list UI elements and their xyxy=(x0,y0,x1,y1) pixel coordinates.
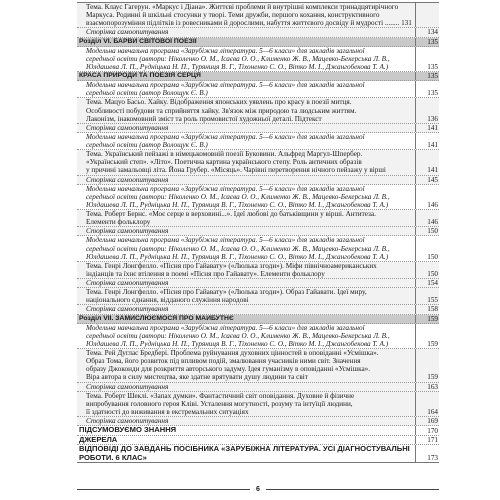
toc-page-number: 173 xyxy=(427,454,438,463)
toc-line: Образ Тома, його розвиток під впливом подій, змалювання учасників ними світ. Значення xyxy=(86,357,361,366)
toc-line: Особливості побудови та сприйняття хайку. Зв'язок між природою та людським життям. xyxy=(86,106,357,115)
toc-line: Розділ VII. ЗАМИСЛЮЄМОСЯ ПРО МАЙБУТНЄ xyxy=(79,314,234,322)
toc-page-number: 159 xyxy=(427,373,438,382)
toc-entry-row xyxy=(77,81,439,98)
toc-entry-text xyxy=(77,288,416,304)
toc-line: Тема. Роберт Бернс. «Моє серце в верховині...». Ідеї любові до батьківщини у вірші. Антитеза. xyxy=(86,210,376,218)
toc-line: індіанців та їхнє втілення в поемі «Пісня про Гайавату». Елементи фольклору xyxy=(86,269,325,278)
toc-entry-text xyxy=(77,124,416,132)
toc-entry-row xyxy=(77,28,439,37)
toc-entry-row xyxy=(77,3,439,28)
toc-entry-text xyxy=(77,185,416,209)
toc-line: Лаконізм, інакомовний зміст та роль промовистої художньої деталі. Підтекст xyxy=(86,114,322,123)
toc-line: Тема. Рей Дуглас Бредбері. Проблема руйнування духовних цінностей в оповіданні «Усмішка». xyxy=(86,349,379,357)
toc-page-number: 170 xyxy=(427,426,438,435)
toc-entry-row xyxy=(77,227,439,236)
table-of-contents xyxy=(77,2,439,463)
toc-entry-row xyxy=(77,279,439,288)
toc-page-number: 141 xyxy=(427,166,438,175)
toc-line: ВІДПОВІДІ ДО ЗАВДАНЬ ПОСІБНИКА «ЗАРУБІЖНА ЛІТЕРАТУРА. УСІ ДІАГНОСТУВАЛЬНІ xyxy=(79,445,410,454)
toc-line: Маркуса. Родинні й шкільні стосунки у творі. Теми дружби, першого кохання, конструктивного xyxy=(86,11,380,20)
page-footer xyxy=(77,486,439,494)
toc-page-number: 158 xyxy=(427,305,438,314)
toc-line: Сторінка самоопитування xyxy=(86,227,169,236)
toc-line: Тема. Мацуо Басьо. Хайку. Відображення японських уявлень про красу в поезії митця. xyxy=(86,98,352,107)
toc-page-number: 141 xyxy=(427,141,438,149)
toc-line: Тема. Генрі Лонгфелло. «Пісня про Гайавату» («Люлька згоди»). Міфи північноамериканських xyxy=(86,261,377,270)
toc-entry-row xyxy=(77,383,439,392)
toc-entry-row xyxy=(77,392,439,417)
toc-line: Юлдашева Л. П., Рудніцька Н. П., Туряниця В. Г., Тіхоненко С. О., Вітко М. І., Джангобекова Т. А.) xyxy=(86,200,389,209)
toc-line: Модельна навчальна програма «Зарубіжна література. 5—6 класи» для закладів загальної xyxy=(86,236,365,245)
toc-entry-text xyxy=(77,98,416,122)
toc-line: КРАСА ПРИРОДИ ТА ПОЕЗІЯ СЕРЦЯ xyxy=(79,72,201,79)
toc-section-row xyxy=(77,72,439,81)
toc-line: Сторінка самоопитування xyxy=(86,123,169,132)
toc-entry-row xyxy=(77,324,439,349)
toc-entry-text xyxy=(77,81,416,97)
toc-line: випробування головного героя Клівi. Усталення могутності, розуму та інтуїції людини, xyxy=(86,399,353,408)
toc-entry-text xyxy=(77,262,416,278)
toc-entry-text xyxy=(77,38,416,46)
toc-line: Сторінка самоопитування xyxy=(86,175,169,184)
toc-entry-text xyxy=(77,349,416,382)
toc-page-number xyxy=(416,3,439,27)
toc-heading-row xyxy=(77,436,439,446)
toc-entry-text xyxy=(77,279,416,287)
toc-line: національного єднання, відданого служіння народові xyxy=(86,296,249,305)
toc-line: РОБОТИ. 6 КЛАС» xyxy=(79,452,147,462)
toc-line: Модельна навчальна програма «Зарубіжна література. 5—6 класи» для закладів загальної xyxy=(86,132,365,141)
toc-page-number: 171 xyxy=(427,436,438,445)
toc-page-number: 135 xyxy=(427,89,438,98)
toc-entry-text xyxy=(77,436,416,445)
toc-entry-text xyxy=(77,324,416,348)
toc-page-number: 150 xyxy=(427,252,438,261)
toc-line: Юлдашева Л. П., Рудніцька Н. П., Туряниця В. Г., Тіхоненко С. О., Вітко М. І., Джангобекова Т. А.) xyxy=(86,62,389,71)
toc-line: у причині замальовці літа. Йона Грубер. «Місяць». Чарівні перетворення нічного пейзажу у вірші xyxy=(86,166,386,175)
toc-entry-row xyxy=(77,210,439,227)
footer-rule-left xyxy=(77,489,250,490)
toc-line: Юлдашева Л. П., Рудніцька Н. П., Туряниця В. Г., Тіхоненко С. О., Вітко М. І., Джангобекова Т. А.) xyxy=(86,252,389,261)
toc-page-number: 134 xyxy=(427,28,438,37)
toc-page-number: 159 xyxy=(427,314,438,323)
toc-entry-row xyxy=(77,288,439,305)
toc-line: Віра автора в силу мистецтва, яке здатне врятувати душу людини та світ xyxy=(86,373,308,382)
toc-line: Сторінка самоопитування xyxy=(86,305,169,314)
toc-entry-text xyxy=(77,72,416,80)
toc-line: середньої освіти (автори: Ніколенко О. М., Ісаєва О. О., Клименко Ж. В., Мацевко-Бекерська Л. В., xyxy=(86,54,390,63)
toc-line: Модельна навчальна програма «Зарубіжна література. 5—6 класи» для закладів загальної xyxy=(86,323,365,332)
toc-line: Сторінка самоопитування xyxy=(86,417,169,425)
toc-line: Сторінка самоопитування xyxy=(86,279,169,287)
toc-page-number: 136 xyxy=(427,114,438,123)
toc-entry-row xyxy=(77,185,439,210)
toc-line: Тема. Генрі Лонгфелло. «Пісня про Гайавату» («Люлька згоди»). Образ Гайавати. Ідеї миру, xyxy=(86,288,367,297)
toc-page-number: 163 xyxy=(427,382,438,391)
toc-line: середньої освіти (автори: Ніколенко О. М., Ісаєва О. О., Клименко Ж. В., Мацевко-Бекерська Л. В., xyxy=(86,192,390,201)
toc-entry-text xyxy=(77,383,416,391)
toc-line: Тема. Клаус Гагерун. «Маркус і Діана». Життєві проблеми й внутрішні комплекси тринадцятирічного xyxy=(86,3,399,11)
toc-line: Тема. Український пейзажі в німецькомовній поезії Буковини. Альфред Маргул-Шпербер. xyxy=(86,150,363,159)
toc-entry-row xyxy=(77,133,439,150)
toc-entry-row xyxy=(77,417,439,426)
toc-entry-text xyxy=(77,133,416,149)
toc-line: середньої освіти (автор Волощук Є. В.) xyxy=(86,141,208,149)
toc-entry-row xyxy=(77,262,439,279)
toc-entry-text xyxy=(77,227,416,235)
page-number: 6 xyxy=(256,486,260,493)
toc-page-number: 135 xyxy=(427,37,438,46)
toc-entry-text xyxy=(77,426,416,435)
toc-line: її здатності до виживання в екстремальних ситуаціях xyxy=(86,407,249,416)
toc-line: середньої освіти (автори: Ніколенко О. М., Ісаєва О. О., Клименко Ж. В., Мацевко-Бекерська Л. В., xyxy=(86,331,390,340)
toc-section-row xyxy=(77,38,439,47)
footer-rule-right xyxy=(266,489,439,490)
toc-page-number: 164 xyxy=(427,407,438,416)
toc-entry-text xyxy=(77,47,416,71)
toc-entry-row xyxy=(77,176,439,185)
toc-entry-row xyxy=(77,150,439,175)
toc-line: ПІДСУМОВУЄМО ЗНАННЯ xyxy=(79,426,177,435)
toc-entry-row xyxy=(77,236,439,261)
toc-page-number: 150 xyxy=(427,227,438,236)
toc-line: Модельна навчальна програма «Зарубіжна література. 5—6 класи» для закладів загальної xyxy=(86,81,365,90)
toc-entry-text xyxy=(77,417,416,425)
toc-page-number: 146 xyxy=(427,218,438,227)
toc-heading-row xyxy=(77,426,439,436)
toc-entry-text xyxy=(77,150,416,174)
toc-section-row xyxy=(77,315,439,324)
toc-line: Сторінка самоопитування xyxy=(86,28,169,37)
toc-line: взаємопорозуміння підлітків із ровесниками й дорослими, набуття життєвого досвіду й мудрості ........ 131 xyxy=(86,19,412,28)
toc-line: «Український степ». «Літо». Поетична картина українського степу. Роль античних образів xyxy=(86,158,362,167)
toc-entry-text xyxy=(77,315,416,323)
toc-entry-row xyxy=(77,124,439,133)
toc-line: Сторінка самоопитування xyxy=(86,382,169,391)
toc-line: Тема. Роберт Шеклі. «Запах думки». Фантастичний світ оповідання. Духовне й фізичне xyxy=(86,391,355,400)
toc-line: Модельна навчальна програма «Зарубіжна література. 5—6 класи» для закладів загальної xyxy=(86,46,365,55)
toc-page-number: 135 xyxy=(427,62,438,71)
toc-page-number: 141 xyxy=(427,123,438,132)
toc-entry-row xyxy=(77,349,439,383)
toc-page-number: 155 xyxy=(427,296,438,305)
toc-heading-row xyxy=(77,445,439,462)
toc-page-number: 154 xyxy=(427,279,438,287)
toc-line: Юлдашева Л. П., Рудніцька Н. П., Туряниця В. Г., Тіхоненко С. О., Вітко М. І., Джангобекова Т. А.) xyxy=(86,339,389,348)
toc-line: Елементи фольклору xyxy=(86,218,151,227)
toc-page-number: 145 xyxy=(427,175,438,184)
toc-entry-text xyxy=(77,236,416,260)
toc-entry-text xyxy=(77,176,416,184)
toc-line: Модельна навчальна програма «Зарубіжна література. 5—6 класи» для закладів загальної xyxy=(86,184,365,193)
toc-page-number: 150 xyxy=(427,269,438,278)
toc-line: середньої освіти (автори: Ніколенко О. М., Ісаєва О. О., Клименко Ж. В., Мацевко-Бекерська Л. В., xyxy=(86,244,390,253)
toc-entry-text xyxy=(77,305,416,313)
toc-entry-text xyxy=(77,445,416,462)
toc-page-number: 169 xyxy=(427,417,438,425)
toc-line: ДЖЕРЕЛА xyxy=(79,435,118,444)
toc-page-number: 146 xyxy=(427,200,438,209)
toc-page-number: 159 xyxy=(427,339,438,348)
toc-entry-text xyxy=(77,3,416,27)
toc-line: середньої освіти (автор Волощук Є. В.) xyxy=(86,89,208,98)
toc-page-number: 135 xyxy=(427,72,438,80)
toc-entry-row xyxy=(77,305,439,314)
toc-entry-text xyxy=(77,392,416,416)
toc-entry-text xyxy=(77,28,416,36)
toc-entry-text xyxy=(77,210,416,226)
toc-line: образу Джоконди для розкриття авторського задуму. Ідея гуманізму в оповіданні «Усмішка». xyxy=(86,365,371,374)
toc-entry-row xyxy=(77,47,439,72)
toc-entry-row xyxy=(77,98,439,123)
toc-line: Розділ VI. БАРВИ СВІТОВОЇ ПОЕЗІЇ xyxy=(79,37,197,45)
